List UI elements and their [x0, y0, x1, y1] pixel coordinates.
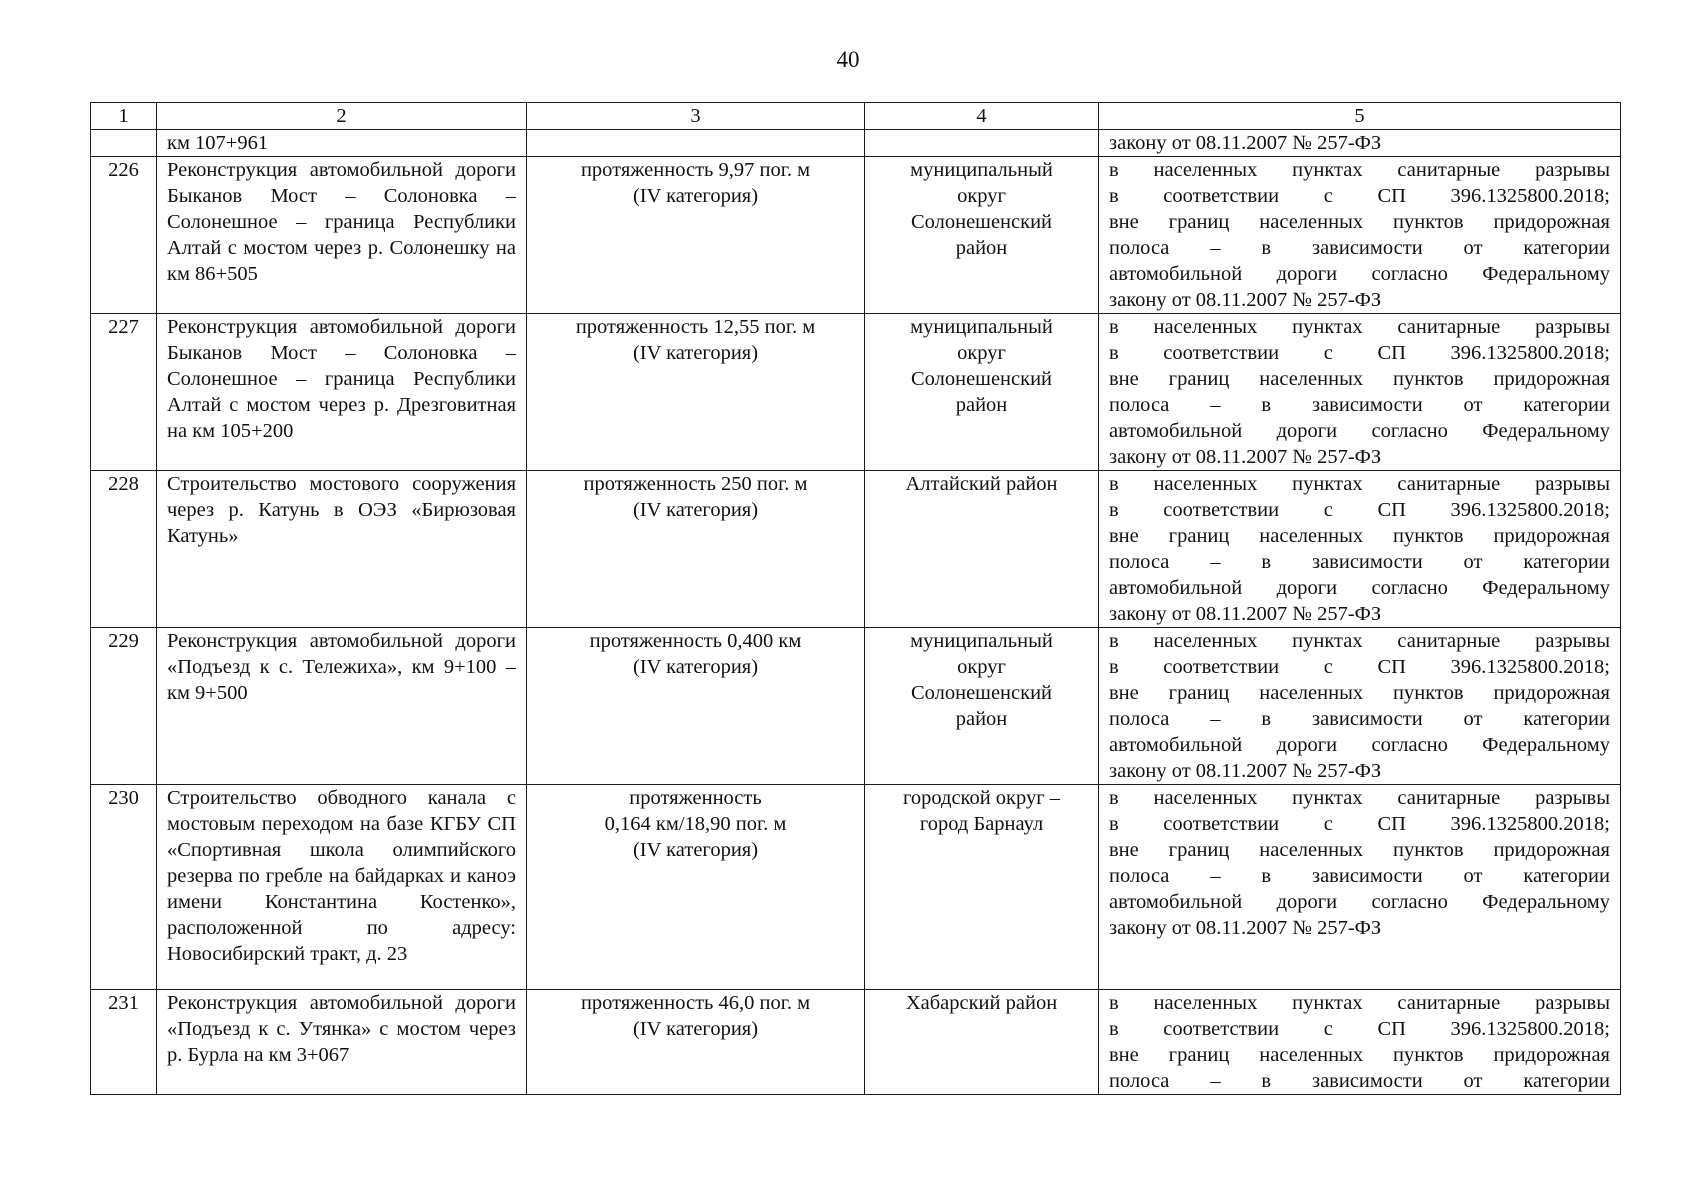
zone-line: полоса – в зависимости от категории: [1109, 865, 1610, 887]
zone-line: в населенных пунктах санитарные разрывы: [1109, 473, 1610, 495]
parameter-line: (IV категория): [632, 342, 759, 364]
object-name: Реконструкция автомобильной дороги Быканов Мост – Солоновка – Солонешное – граница Республики Алтай с мостом через р. Дрезговитная на км 105+200: [157, 314, 527, 471]
object-zone: [1099, 471, 1621, 628]
parameter-line: 0,164 км/18,90 пог. м: [604, 813, 787, 835]
zone-line: автомобильной дороги согласно Федеральному: [1109, 577, 1610, 599]
object-parameters: [527, 314, 865, 471]
zone-line: в соответствии с СП 396.1325800.2018;: [1109, 342, 1610, 364]
zone-line: полоса – в зависимости от категории: [1109, 237, 1610, 259]
table-row: [91, 157, 1621, 314]
zone-line: в населенных пунктах санитарные разрывы: [1109, 159, 1610, 181]
zone-line: полоса – в зависимости от категории: [1109, 551, 1610, 573]
zone-line: вне границ населенных пунктов придорожная: [1109, 525, 1610, 547]
location-line: район: [955, 708, 1008, 730]
table-row: [91, 314, 1621, 471]
zone-line: в соответствии с СП 396.1325800.2018;: [1109, 185, 1610, 207]
parameter-line: протяженность 9,97 пог. м: [580, 159, 811, 181]
table-row-continuation: [91, 130, 1621, 157]
column-header-4: 4: [865, 103, 1099, 130]
object-location: [865, 314, 1099, 471]
zone-line: вне границ населенных пунктов придорожная: [1109, 368, 1610, 390]
row-number: 226: [91, 157, 157, 314]
object-name: Реконструкция автомобильной дороги «Подъезд к с. Утянка» с мостом через р. Бурла на км 3+067: [157, 990, 527, 1095]
object-parameters: [527, 990, 865, 1095]
row-number: 230: [91, 785, 157, 990]
object-parameters: [527, 471, 865, 628]
object-parameters: [527, 157, 865, 314]
location-line: Хабарский район: [905, 992, 1058, 1014]
object-zone: [1099, 785, 1621, 990]
location-line: Солонешенский: [910, 682, 1053, 704]
object-location: [865, 628, 1099, 785]
parameter-line: (IV категория): [632, 185, 759, 207]
object-zone: [1099, 990, 1621, 1095]
location-line: городской округ –: [902, 787, 1061, 809]
column-header-3: 3: [527, 103, 865, 130]
table-body: [91, 157, 1621, 1095]
page-number: 40: [836, 47, 860, 72]
zone-line: закону от 08.11.2007 № 257-ФЗ: [1109, 917, 1382, 939]
zone-line: полоса – в зависимости от категории: [1109, 1070, 1610, 1092]
object-name: Строительство обводного канала с мостовым переходом на базе КГБУ СП «Спортивная школа олимпийского резерва по гребле на байдарках и каноэ имени Константина Костенко», расположенной по адресу: Новосибирский тракт, д. 23: [157, 785, 527, 990]
zone-line: автомобильной дороги согласно Федеральному: [1109, 263, 1610, 285]
zone-line: полоса – в зависимости от категории: [1109, 394, 1610, 416]
parameter-line: протяженность 46,0 пог. м: [580, 992, 811, 1014]
parameter-line: протяженность 0,400 км: [589, 630, 802, 652]
zone-line: вне границ населенных пунктов придорожная: [1109, 682, 1610, 704]
object-location: [865, 157, 1099, 314]
zone-line: полоса – в зависимости от категории: [1109, 708, 1610, 730]
zone-line: автомобильной дороги согласно Федеральному: [1109, 734, 1610, 756]
location-line: округ: [957, 185, 1006, 207]
object-location: [865, 471, 1099, 628]
table-row: [91, 471, 1621, 628]
column-header-5: 5: [1099, 103, 1621, 130]
zone-line: в населенных пунктах санитарные разрывы: [1109, 316, 1610, 338]
row-number: 228: [91, 471, 157, 628]
zone-line: закону от 08.11.2007 № 257-ФЗ: [1109, 760, 1382, 782]
zone-line: в соответствии с СП 396.1325800.2018;: [1109, 656, 1610, 678]
parameter-line: (IV категория): [632, 499, 759, 521]
parameter-line: протяженность 12,55 пог. м: [575, 316, 816, 338]
zone-line: вне границ населенных пунктов придорожная: [1109, 1044, 1610, 1066]
zone-line: закону от 08.11.2007 № 257-ФЗ: [1109, 289, 1382, 311]
object-zone: [1099, 130, 1621, 157]
column-header-1: 1: [91, 103, 157, 130]
object-name: км 107+961: [157, 130, 527, 157]
zone-line: закону от 08.11.2007 № 257-ФЗ: [1109, 603, 1382, 625]
row-number: [91, 130, 157, 157]
location-line: округ: [957, 656, 1006, 678]
zone-line: в населенных пунктах санитарные разрывы: [1109, 787, 1610, 809]
object-name: Реконструкция автомобильной дороги Быканов Мост – Солоновка – Солонешное – граница Республики Алтай с мостом через р. Солонешку на км 86+505: [157, 157, 527, 314]
object-location: [865, 990, 1099, 1095]
location-line: город Барнаул: [919, 813, 1044, 835]
location-line: Солонешенский: [910, 368, 1053, 390]
location-line: муниципальный: [910, 159, 1053, 181]
zone-line: в населенных пунктах санитарные разрывы: [1109, 630, 1610, 652]
location-line: муниципальный: [910, 316, 1053, 338]
location-line: муниципальный: [910, 630, 1053, 652]
table-row: [91, 990, 1621, 1095]
zone-line: закону от 08.11.2007 № 257-ФЗ: [1109, 446, 1382, 468]
table-header-row: [91, 103, 1621, 130]
parameter-line: (IV категория): [632, 839, 759, 861]
zone-line: в соответствии с СП 396.1325800.2018;: [1109, 499, 1610, 521]
zone-line: автомобильной дороги согласно Федеральному: [1109, 891, 1610, 913]
object-zone: [1099, 314, 1621, 471]
location-line: район: [955, 394, 1008, 416]
location-line: район: [955, 237, 1008, 259]
object-parameters: [527, 130, 865, 157]
object-parameters: [527, 785, 865, 990]
location-line: Солонешенский: [910, 211, 1053, 233]
zone-line: вне границ населенных пунктов придорожная: [1109, 839, 1610, 861]
table-row: [91, 785, 1621, 990]
object-name: Строительство мостового сооружения через р. Катунь в ОЭЗ «Бирюзовая Катунь»: [157, 471, 527, 628]
table-row: [91, 628, 1621, 785]
zone-line: в соответствии с СП 396.1325800.2018;: [1109, 1018, 1610, 1040]
row-number: 227: [91, 314, 157, 471]
column-header-2: 2: [157, 103, 527, 130]
parameter-line: протяженность: [629, 787, 762, 809]
parameter-line: (IV категория): [632, 1018, 759, 1040]
parameter-line: (IV категория): [632, 656, 759, 678]
object-name: Реконструкция автомобильной дороги «Подъезд к с. Тележиха», км 9+100 – км 9+500: [157, 628, 527, 785]
parameter-line: протяженность 250 пог. м: [583, 473, 808, 495]
zone-line: вне границ населенных пунктов придорожная: [1109, 211, 1610, 233]
object-parameters: [527, 628, 865, 785]
location-line: округ: [957, 342, 1006, 364]
zone-line: в соответствии с СП 396.1325800.2018;: [1109, 813, 1610, 835]
zone-line: автомобильной дороги согласно Федеральному: [1109, 420, 1610, 442]
zone-line: в населенных пунктах санитарные разрывы: [1109, 992, 1610, 1014]
zone-line: закону от 08.11.2007 № 257-ФЗ: [1109, 132, 1382, 154]
row-number: 231: [91, 990, 157, 1095]
object-location: [865, 130, 1099, 157]
object-zone: [1099, 628, 1621, 785]
row-number: 229: [91, 628, 157, 785]
object-zone: [1099, 157, 1621, 314]
object-location: [865, 785, 1099, 990]
location-line: Алтайский район: [905, 473, 1058, 495]
document-table: [90, 102, 1621, 1095]
